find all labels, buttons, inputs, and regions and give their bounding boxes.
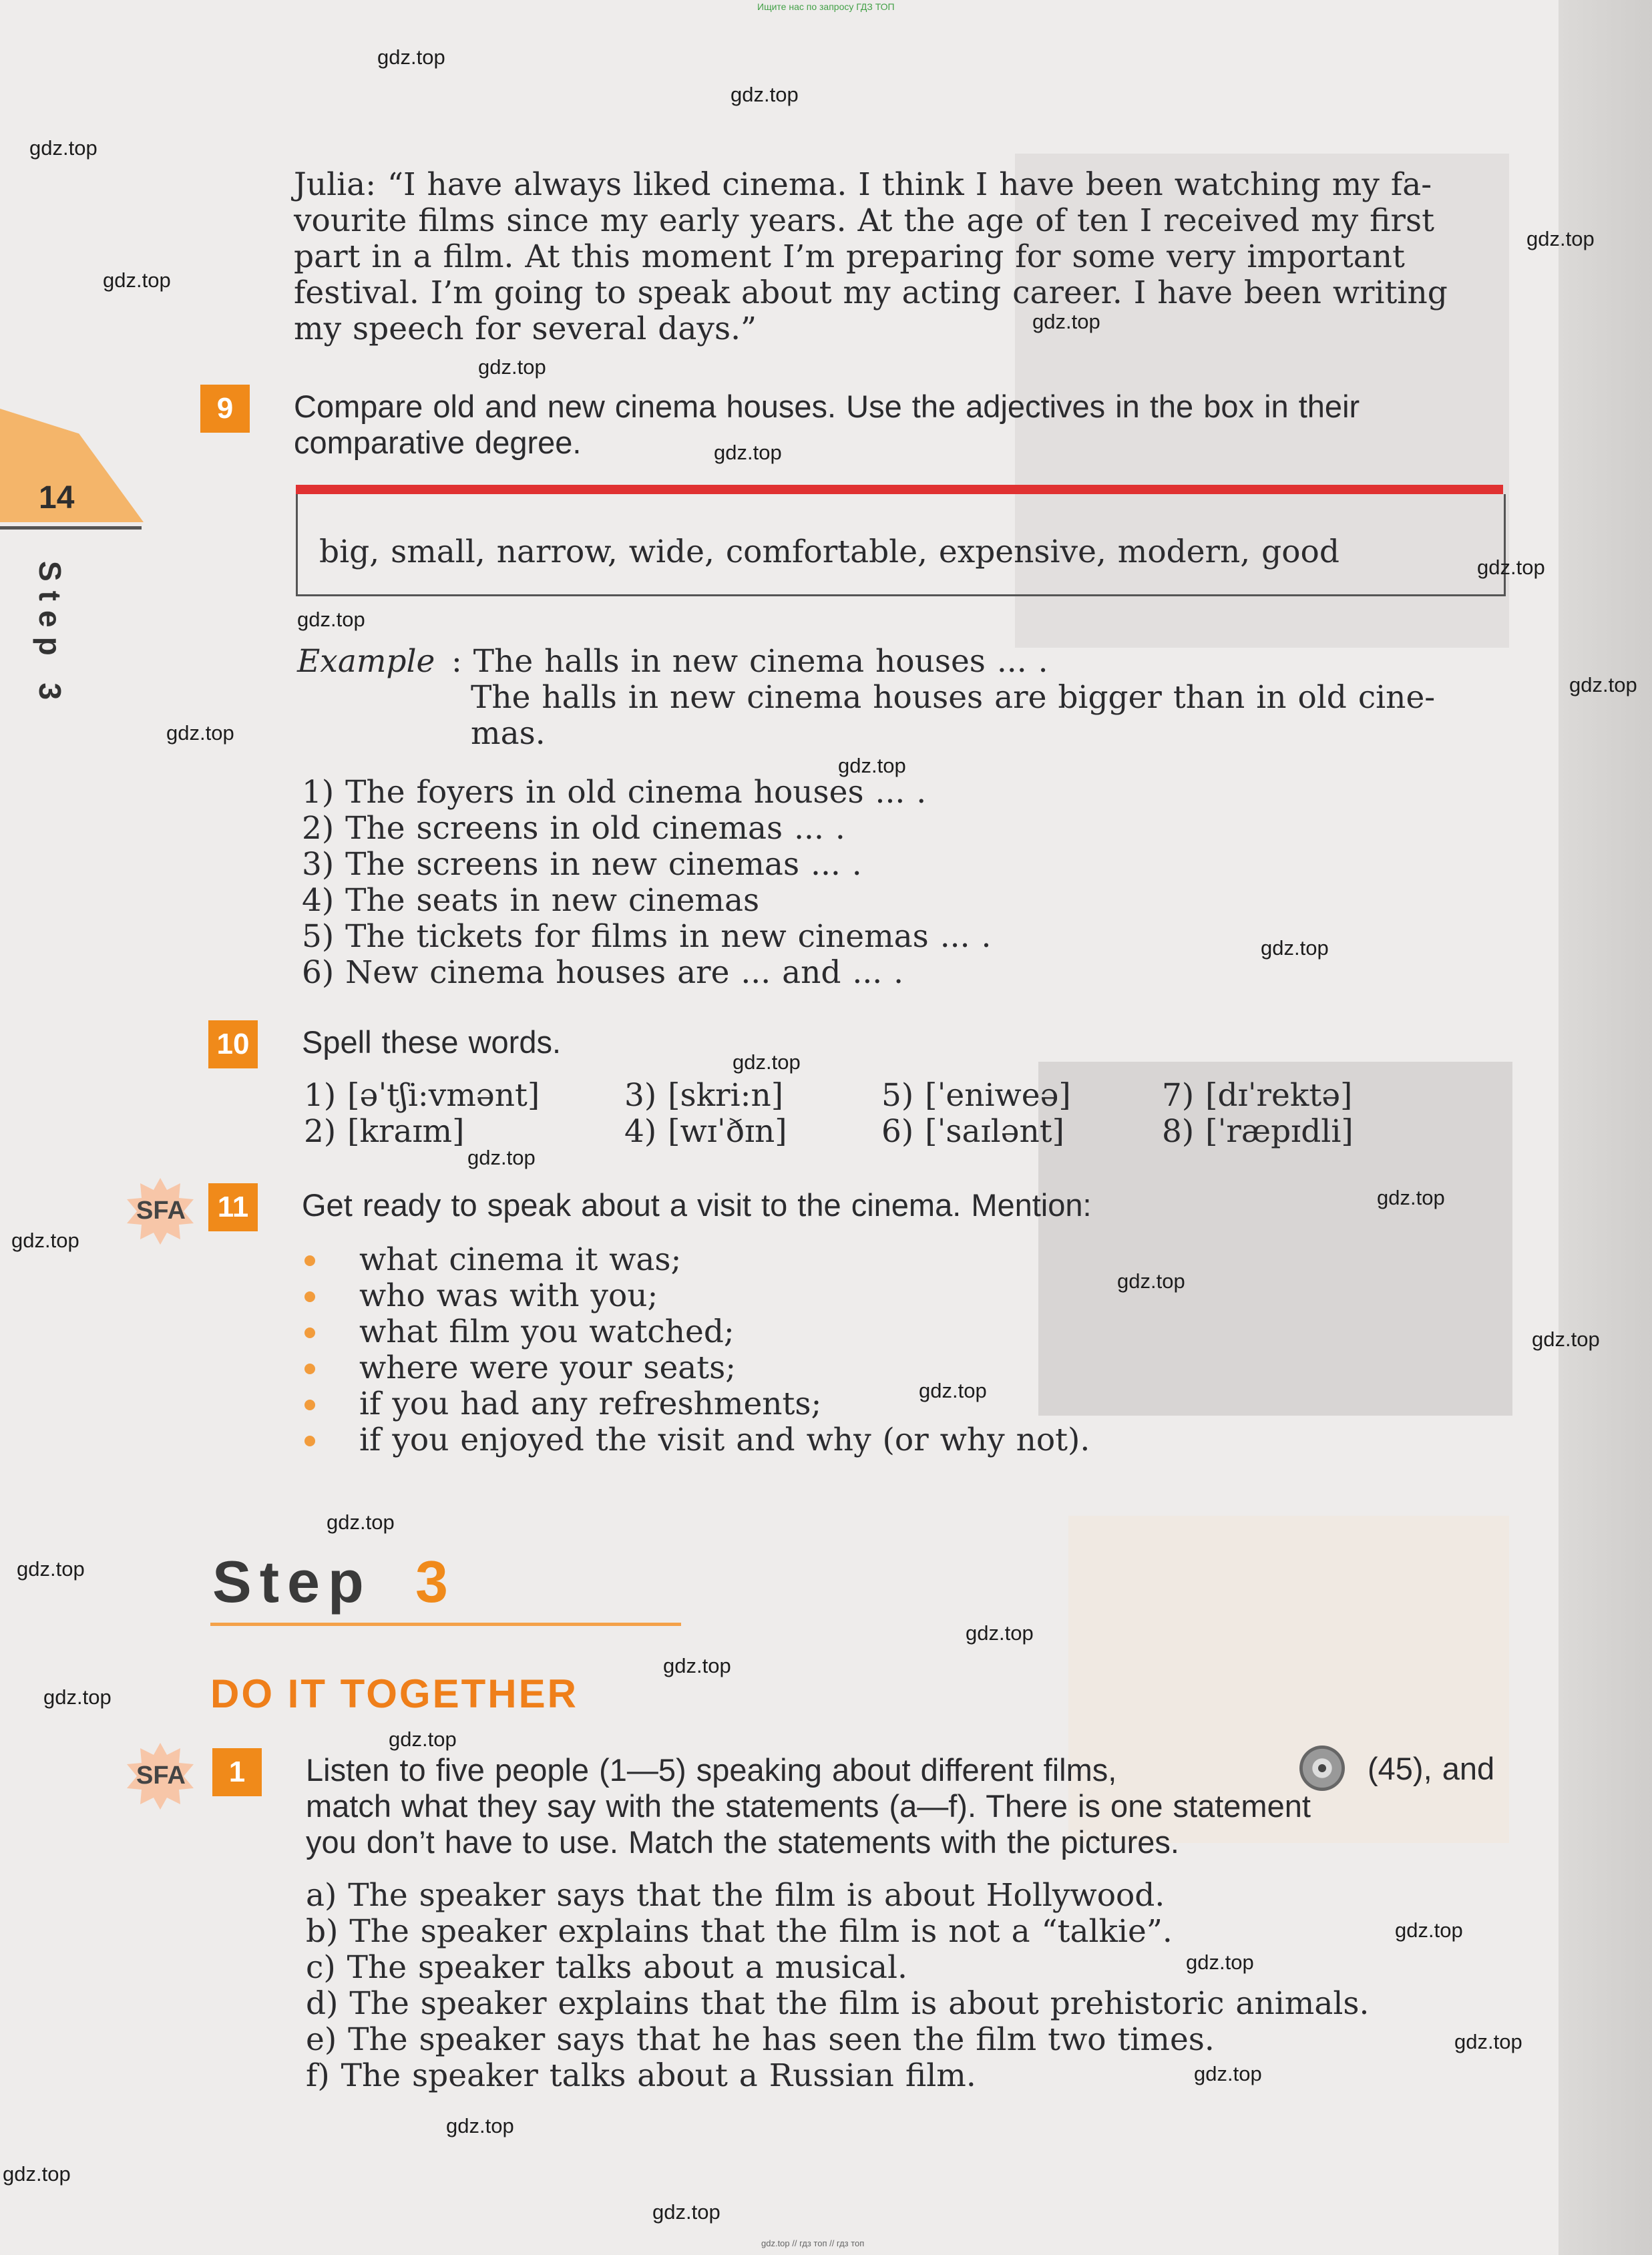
example-prompt: : The halls in new cinema houses ... .	[451, 643, 1048, 680]
side-step-label: Step 3	[33, 561, 67, 710]
watermark: gdz.top	[389, 1727, 457, 1751]
exercise-9-number: 9	[200, 385, 250, 433]
watermark: gdz.top	[1186, 1951, 1254, 1974]
watermark: gdz.top	[838, 754, 906, 777]
watermark: gdz.top	[1532, 1327, 1600, 1351]
exercise-11-bullet: if you enjoyed the visit and why (or why not).	[359, 1422, 1090, 1458]
watermark: gdz.top	[446, 2114, 514, 2137]
julia-line: vourite films since my early years. At the age of ten I received my first	[294, 202, 1434, 239]
exercise-1-number: 1	[212, 1748, 262, 1796]
watermark: gdz.top	[3, 2162, 71, 2186]
page-number: 14	[39, 480, 75, 516]
transcription-word: 7) [dɪˈrektə]	[1162, 1077, 1353, 1114]
watermark: gdz.top	[1477, 556, 1545, 579]
exercise-11-bullet: where were your seats;	[359, 1350, 737, 1386]
watermark: gdz.top	[377, 45, 445, 69]
exercise-9-item: 1) The foyers in old cinema houses ... .	[302, 774, 927, 811]
bullet-icon	[304, 1255, 315, 1266]
sfa-badge-label: SFA	[136, 1762, 186, 1790]
julia-line: Julia: “I have always liked cinema. I think I have been watching my fa-	[294, 166, 1432, 203]
exercise-1-instruction: you don’t have to use. Match the statements with the pictures.	[306, 1824, 1179, 1860]
exercise-1-statement: f) The speaker talks about a Russian film.	[306, 2057, 976, 2094]
exercise-1-statement: b) The speaker explains that the film is not a “talkie”.	[306, 1913, 1173, 1950]
section-title: DO IT TOGETHER	[210, 1671, 578, 1716]
header-note: Ищите нас по запросу ГДЗ ТОП	[757, 1, 895, 12]
watermark: gdz.top	[11, 1229, 79, 1252]
step-heading: Step	[212, 1549, 372, 1615]
watermark: gdz.top	[1526, 227, 1595, 250]
audio-track-number: (45), and	[1368, 1751, 1495, 1786]
exercise-1-statement: e) The speaker says that he has seen the film two times.	[306, 2021, 1215, 2058]
exercise-11-bullet: who was with you;	[359, 1277, 658, 1314]
watermark: gdz.top	[1032, 310, 1100, 333]
watermark: gdz.top	[1194, 2062, 1262, 2085]
exercise-11-number: 11	[208, 1183, 258, 1231]
watermark: gdz.top	[1395, 1918, 1463, 1942]
watermark: gdz.top	[714, 441, 782, 464]
watermark: gdz.top	[652, 2200, 720, 2224]
exercise-1-instruction: match what they say with the statements (a—f). There is one statement	[306, 1788, 1311, 1824]
step-heading-number: 3	[415, 1549, 448, 1615]
bullet-icon	[304, 1327, 315, 1338]
watermark: gdz.top	[1261, 936, 1329, 960]
sfa-badge	[127, 1743, 194, 1810]
exercise-1-instruction: Listen to five people (1—5) speaking about different films,	[306, 1752, 1117, 1788]
word-box-top-bar	[296, 485, 1503, 494]
watermark: gdz.top	[1569, 673, 1637, 696]
example-label: Example	[297, 643, 435, 680]
step-heading-rule	[210, 1623, 681, 1626]
page-edge-shadow	[1559, 0, 1652, 2255]
julia-line: my speech for several days.”	[294, 311, 757, 347]
bullet-icon	[304, 1436, 315, 1446]
watermark: gdz.top	[467, 1146, 536, 1169]
julia-line: festival. I’m going to speak about my acting career. I have been writing	[294, 274, 1448, 311]
watermark: gdz.top	[663, 1654, 731, 1677]
watermark: gdz.top	[29, 136, 97, 160]
exercise-10-title: Spell these words.	[302, 1024, 562, 1060]
watermark: gdz.top	[1377, 1186, 1445, 1209]
exercise-9-item: 3) The screens in new cinemas ... .	[302, 846, 862, 883]
audio-cd-icon[interactable]	[1299, 1746, 1345, 1791]
transcription-word: 4) [wɪˈðɪn]	[624, 1113, 787, 1150]
watermark: gdz.top	[43, 1685, 112, 1709]
exercise-9-instruction: comparative degree.	[294, 425, 582, 460]
watermark: gdz.top	[919, 1379, 987, 1402]
example-answer: The halls in new cinema houses are bigger than in old cine-	[471, 679, 1436, 716]
watermark: gdz.top	[103, 268, 171, 292]
transcription-word: 6) [ˈsaɪlənt]	[881, 1113, 1064, 1150]
watermark: gdz.top	[297, 608, 365, 631]
watermark: gdz.top	[17, 1557, 85, 1581]
transcription-word: 5) [ˈeniweə]	[881, 1077, 1071, 1114]
julia-line: part in a film. At this moment I’m preparing for some very important	[294, 238, 1405, 275]
sfa-badge-label: SFA	[136, 1197, 186, 1225]
watermark: gdz.top	[966, 1621, 1034, 1645]
example-answer: mas.	[471, 715, 546, 752]
exercise-11-title: Get ready to speak about a visit to the cinema. Mention:	[302, 1187, 1092, 1223]
transcription-word: 8) [ˈræpɪdli]	[1162, 1113, 1354, 1150]
watermark: gdz.top	[733, 1050, 801, 1074]
watermark: gdz.top	[1117, 1269, 1185, 1293]
exercise-11-bullet: if you had any refreshments;	[359, 1386, 822, 1422]
watermark: gdz.top	[327, 1510, 395, 1534]
transcription-word: 1) [əˈtʃi:vmənt]	[304, 1077, 540, 1114]
exercise-1-statement: a) The speaker says that the film is about Hollywood.	[306, 1877, 1165, 1914]
exercise-1-statement: c) The speaker talks about a musical.	[306, 1949, 907, 1986]
exercise-9-instruction: Compare old and new cinema houses. Use the adjectives in the box in their	[294, 389, 1360, 424]
watermark: gdz.top	[166, 721, 234, 745]
sfa-badge	[127, 1178, 194, 1245]
footer-note: gdz.top // гдз топ // гдз топ	[761, 2238, 865, 2248]
exercise-11-bullet: what film you watched;	[359, 1313, 735, 1350]
bullet-icon	[304, 1364, 315, 1374]
exercise-9-item: 6) New cinema houses are ... and ... .	[302, 954, 904, 991]
transcription-word: 2) [kraɪm]	[304, 1113, 465, 1150]
exercise-9-item: 2) The screens in old cinemas ... .	[302, 810, 845, 847]
exercise-9-item: 4) The seats in new cinemas	[302, 882, 760, 919]
exercise-1-statement: d) The speaker explains that the film is about prehistoric animals.	[306, 1985, 1370, 2022]
exercise-11-bullet: what cinema it was;	[359, 1241, 682, 1278]
transcription-word: 3) [skri:n]	[624, 1077, 784, 1114]
exercise-10-number: 10	[208, 1020, 258, 1068]
exercise-9-item: 5) The tickets for films in new cinemas ... .	[302, 918, 992, 955]
word-box-adjectives: big, small, narrow, wide, comfortable, expensive, modern, good	[319, 534, 1339, 570]
bullet-icon	[304, 1291, 315, 1302]
watermark: gdz.top	[731, 83, 799, 106]
watermark: gdz.top	[478, 355, 546, 379]
watermark: gdz.top	[1454, 2030, 1522, 2053]
page-number-rule	[0, 526, 142, 530]
bullet-icon	[304, 1400, 315, 1410]
